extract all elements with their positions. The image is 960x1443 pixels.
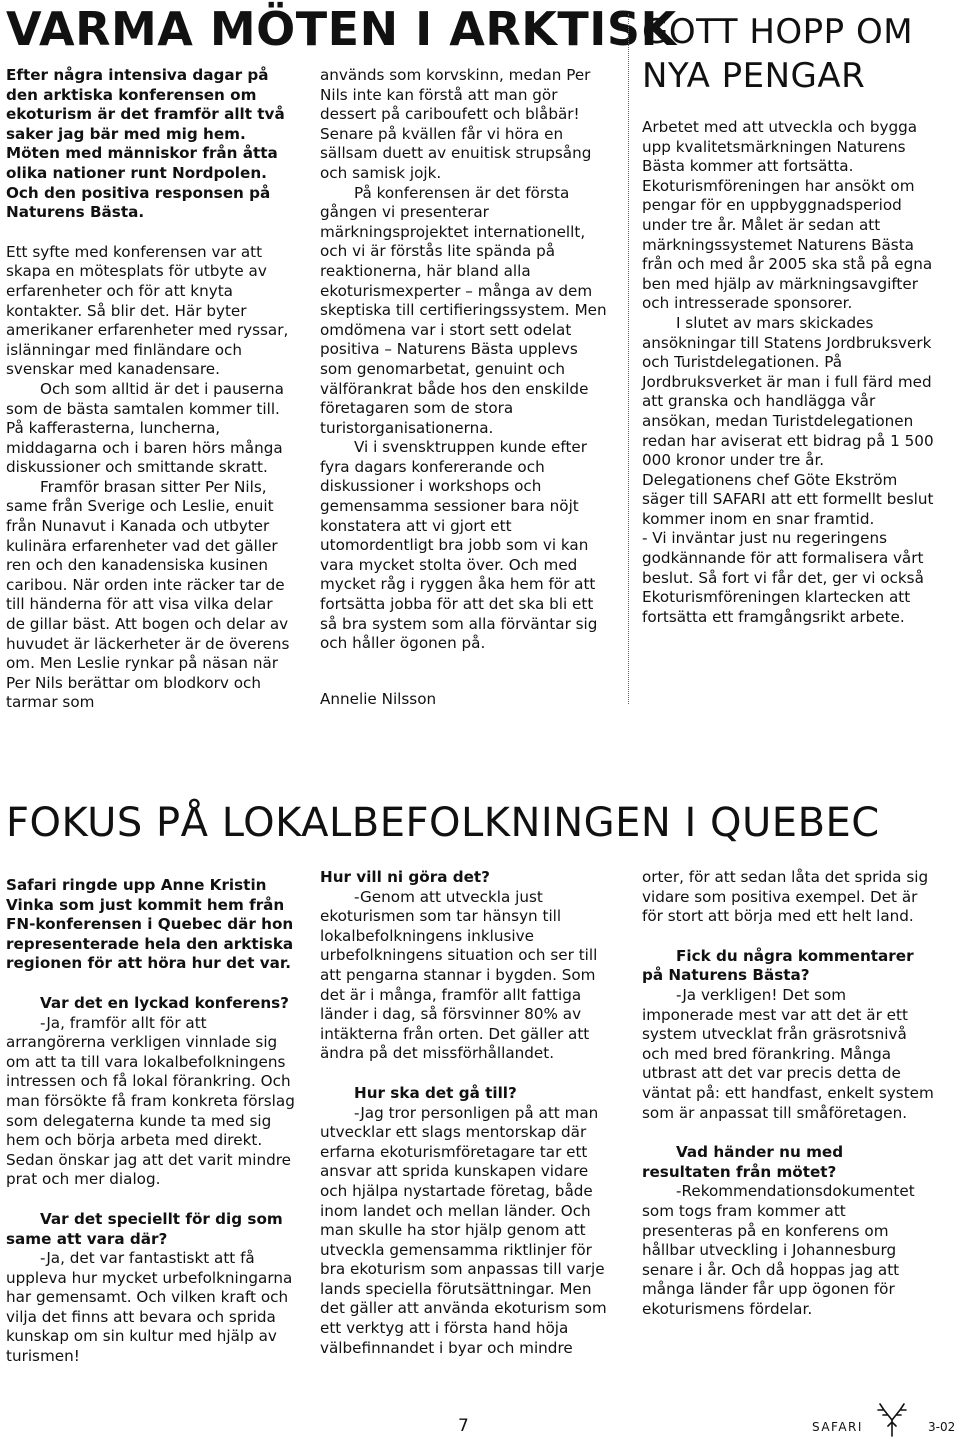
interview-answer: -Jag tror personligen på att man utvecklar ett slags mentorskap där erfarna ekoturismföretagare tar ett ansvar att sprida kunskapen vidare och hjälpa nystartade företag, både inom landet och mellan länder. Och man skulle ha stor hjälp genom att utveckla gemensamma riktlinjer för bra ekoturism som anpassas till varje lands speciella förutsättningar. Men det gäller att använda ekoturism som ett verktyg att i första hand höja välbefinnandet i byar och mindre [320, 1103, 607, 1357]
article1-lead: Efter några intensiva dagar på den arktiska konferensen om ekoturism är det framför allt två saker jag bär med mig hem. Möten med människor från åtta olika nationer runt Nordpolen. Och den positiva responsen på Naturens Bästa. [6, 66, 285, 222]
article1-paragraph: Ett syfte med konferensen var att skapa en mötesplats för utbyte av erfarenheter och för att knyta kontakter. Så blir det. Här byter amerikaner erfarenheter med ryssar, islänningar med finländare och svenskar med kanadensare. [6, 242, 289, 379]
reindeer-logo-icon [864, 1402, 920, 1438]
interview-answer: -Ja, det var fantastiskt att få uppleva hur mycket urbefolkningarna har gemensamt. Och vilken kraft och vilja det finns att bevara och sprida kunskap om sin kultur med hjälp av turismen! [6, 1249, 293, 1366]
interview-answer: -Ja verkligen! Det som imponerade mest var att det är ett system utvecklat från gräsrotsnivå och med bred förankring. Många utbrast att det var precis detta de väntat på: ett handfast, enkelt system som är anpassat till småföretagen. [642, 985, 934, 1122]
sidebar-headline: GOTT HOPP OM NYA PENGAR [642, 12, 914, 96]
article-headline: VARMA MÖTEN I ARKTISK [6, 2, 677, 56]
interview-answer: -Ja, framför allt för att arrangörerna verkligen vinnlade sig om att ta till vara lokalbefolkningens intressen och få lokal förankring. Och man försökte få fram konkreta förslag som delegaterna kunde ta med sig hem och börja arbeta med direkt. Sedan önskar jag att det varit mindre prat och mer dialog. [6, 1013, 295, 1189]
column-divider [628, 14, 629, 704]
article1-author: Annelie Nilsson [320, 689, 437, 708]
sidebar-paragraph: Delegationens chef Göte Ekström säger till SAFARI att ett formellt beslut kommer inom en snar framtid. [642, 470, 934, 528]
sidebar-column [642, 118, 934, 627]
interview-column-3 [642, 868, 934, 1319]
article1-column-2 [320, 66, 614, 709]
interview-question: Hur vill ni göra det? [320, 868, 490, 886]
article1-paragraph: Vi i svensktruppen kunde efter fyra dagars konfererande och diskussioner i workshops och gemensamma sessioner bara nöjt konstatera att vi gjort ett utomordentligt bra jobb som vi kan vara mycket stolta över. Och med mycket råg i ryggen åka hem för att fortsätta jobba för att det ska bli ett så bra system som alla förväntar sig och håller ögonen på. [320, 438, 598, 653]
interview-question: Fick du några kommentarer på Naturens Bästa? [642, 946, 914, 985]
interview-answer-continued: orter, för att sedan låta det sprida sig vidare som positiva exempel. Det är för stort att börja med ett helt land. [642, 868, 929, 926]
interview-headline: FOKUS PÅ LOKALBEFOLKNINGEN I QUEBEC [6, 800, 880, 846]
article1-paragraph: Framför brasan sitter Per Nils, same från Sverige och Leslie, enuit från Nunavut i Kanada och utbyter kulinära erfarenheter vad det gäller ren och den kanadensiska kusinen caribou. När orden inte räcker tar de till händerna för att visa vilka delar de gillar bäst. Att bogen och delar av huvudet är läckerheter är de överens om. Men Leslie rynkar på näsan när Per Nils berättar om blodkorv och tarmar som [6, 477, 290, 712]
interview-answer: -Rekommendationsdokumentet som togs fram kommer att presenteras på en konferens om hållbar utveckling i Johannesburg senare i år. Och då hoppas jag att många länder får upp ögonen för ekoturismens fördelar. [642, 1182, 915, 1318]
interview-column-2 [320, 868, 614, 1358]
interview-question: Hur ska det gå till? [354, 1083, 517, 1102]
article1-paragraph: På konferensen är det första gången vi presenterar märkningsprojektet internationellt, och vi är förstås lite spända på reaktionerna, här bland alla ekoturismexperter – många av dem skeptiska till certifieringssystem. Men omdömena var i stort sett odelat positiva – Naturens Bästa upplevs som genomarbetat, genuint och välförankrat både hos den enskilde företagaren som de stora turistorganisationerna. [320, 183, 607, 437]
interview-question: Vad händer nu med resultaten från mötet? [642, 1143, 844, 1181]
sidebar-paragraph: - Vi inväntar just nu regeringens godkännande för att formalisera vårt beslut. Så fort vi får det, ger vi också Ekoturismföreningen klartecken att fortsätta ett framgångsrikt arbete. [642, 529, 924, 626]
article1-paragraph: Och som alltid är det i pauserna som de bästa samtalen kommer till. På kafferasterna, luncherna, middagarna och i baren hörs många diskussioner och smittande skratt. [6, 379, 284, 477]
interview-lead: Safari ringde upp Anne Kristin Vinka som just kommit hem från FN-konferensen i Quebec där hon representerade hela den arktiska regionen för att höra hur det var. [6, 876, 294, 973]
sidebar-paragraph: I slutet av mars skickades ansökningar till Statens Jordbruksverk och Turistdelegationen. På Jordbruksverket är man i full färd med att granska och handlägga vår ansökan, medan Turistdelegationen redan har aviserat ett bidrag på 1 500 000 kronor under tre år. [642, 313, 934, 470]
article1-paragraph: används som korvskinn, medan Per Nils inte kan förstå att man gör dessert på cariboufett och blåbär! Senare på kvällen får vi höra en sällsam duett av enuitisk strupsång och samisk jojk. [320, 66, 592, 182]
page-number: 7 [458, 1416, 469, 1436]
interview-question: Var det speciellt för dig som same att vara där? [6, 1209, 283, 1248]
article1-column-1 [6, 66, 296, 713]
interview-answer: -Genom att utveckla just ekoturismen som tar hänsyn till lokalbefolkningens inklusive urbefolkningens situation och ser till att pengarna stannar i bygden. Som det är i många, framför allt fattiga länder i dag, så försvinner 80% av intäkterna från orten. Det gäller att ändra på det missförhållandet. [320, 887, 598, 1063]
issue-number: 3-02 [928, 1420, 956, 1434]
interview-column-1 [6, 876, 296, 1367]
magazine-name: SAFARI [812, 1420, 863, 1434]
interview-question: Var det en lyckad konferens? [40, 993, 289, 1012]
sidebar-paragraph: Arbetet med att utveckla och bygga upp kvalitetsmärkningen Naturens Bästa kommer att fortsätta. Ekoturismföreningen har ansökt om pengar för en uppbyggnadsperiod under tre år. Målet är sedan att märkningssystemet Naturens Bästa från och med år 2005 ska stå på egna ben med hjälp av märkningsavgifter och intresserade sponsorer. [642, 118, 933, 313]
